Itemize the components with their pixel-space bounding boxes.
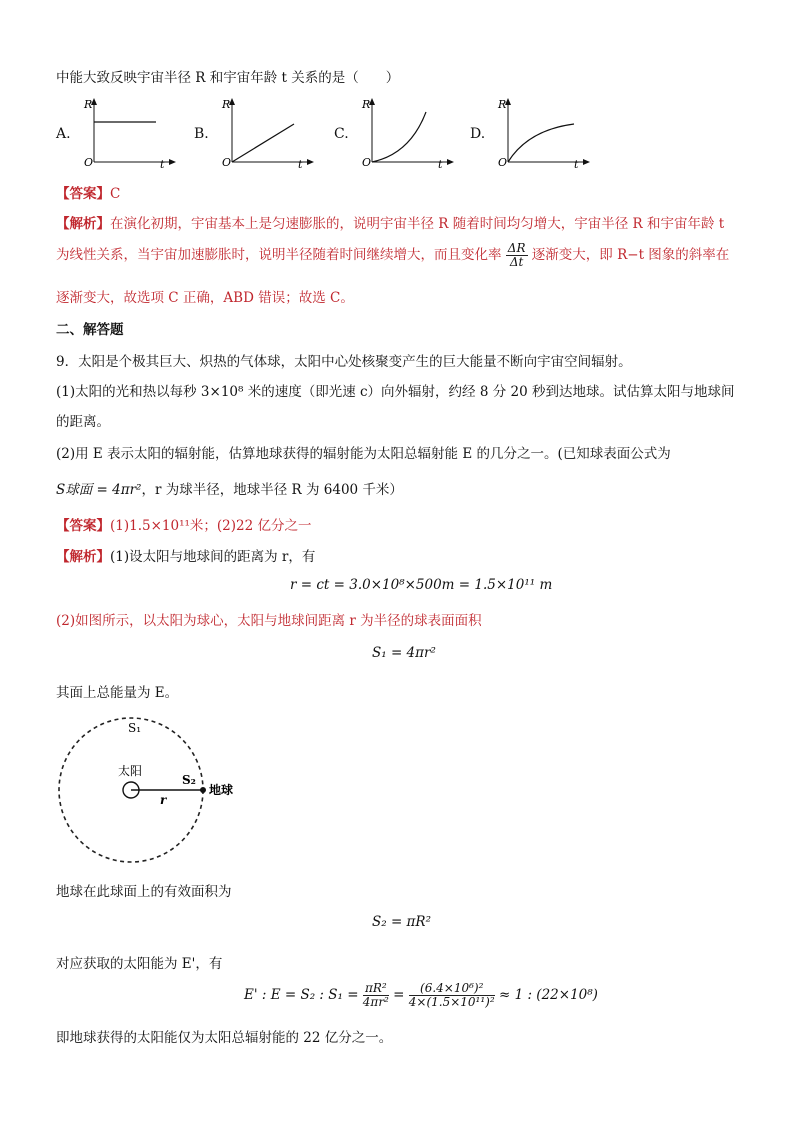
axis-x-label: t	[298, 158, 303, 168]
fraction-denominator: 4×(1.5×10¹¹)²	[408, 995, 495, 1009]
fraction-denominator: Δt	[509, 255, 524, 269]
q9-part2-line-2	[56, 478, 403, 498]
option-b-graph	[220, 96, 316, 168]
origin-label: O	[362, 156, 372, 168]
q9-analysis-6: 即地球获得的太阳能仅为太阳总辐射能的 22 亿分之一。	[56, 1030, 393, 1046]
q9-analysis-5: 对应获取的太阳能为 E'，有	[56, 956, 223, 972]
earth-label: 地球	[209, 783, 234, 797]
option-a-graph	[82, 96, 178, 168]
section-title: 二、解答题	[56, 322, 124, 338]
option-d-graph	[496, 96, 592, 168]
answer-value: C	[110, 186, 121, 202]
q8-analysis-line-2	[56, 242, 729, 269]
axis-y-label: R	[498, 98, 507, 111]
option-a-label: A.	[56, 126, 71, 142]
analysis-text: 为线性关系，当宇宙加速膨胀时，说明半径随着时间继续增大，而且变化率	[56, 247, 502, 263]
equation-4: E' : E = S₂ : S₁ = $\frac{\text{πR²}}{\text{4πr²}}$ = $\frac{\text{(6.4×10⁶)²}}{\text{4×(1.5×10¹¹)²}}$ ≈ 1 : (22×10⁸)	[244, 981, 598, 1009]
sphere-label: S₁	[128, 721, 142, 735]
answer-tag: 【答案】	[56, 186, 110, 202]
axis-y-label: R	[222, 98, 231, 111]
q8-analysis-line-3: 逐渐变大，故选项 C 正确，ABD 错误；故选 C。	[56, 290, 354, 306]
origin-label: O	[498, 156, 508, 168]
equation-3: S₂ = πR²	[372, 914, 432, 930]
axis-x-label: t	[160, 158, 165, 168]
analysis-tag: 【解析】	[56, 216, 110, 232]
origin-label: O	[222, 156, 232, 168]
eq4-fraction-2	[409, 982, 495, 1009]
axis-x-label: t	[574, 158, 579, 168]
equation-1: r = ct = 3.0×10⁸×500m = 1.5×10¹¹ m	[290, 577, 553, 593]
option-c-label: C.	[334, 126, 349, 142]
option-c-graph	[360, 96, 456, 168]
earth-dot	[200, 787, 206, 793]
sphere-area-formula: S球面 = 4πr²	[56, 482, 142, 498]
fraction-numerator: (6.4×10⁶)²	[409, 982, 495, 996]
eq4-rhs: ≈ 1 : (22×10⁸)	[498, 987, 598, 1003]
eq4-lhs: E' : E = S₂ : S₁ =	[244, 987, 359, 1003]
rate-fraction	[506, 242, 528, 269]
analysis-text: (1)设太阳与地球间的距离为 r，有	[110, 549, 316, 565]
axis-y-label: R	[84, 98, 93, 111]
earth-patch-label: S₂	[182, 773, 196, 787]
answer-tag: 【答案】	[56, 518, 110, 534]
part2-text: ，r 为球半径，地球半径 R 为 6400 千米）	[141, 482, 403, 498]
analysis-text: 在演化初期，宇宙基本上是匀速膨胀的，说明宇宙半径 R 随着时间均匀增大，宇宙半径 R 和宇宙年龄 t	[110, 216, 725, 232]
sun-label: 太阳	[118, 764, 143, 778]
q9-analysis-3: 其面上总能量为 E。	[56, 685, 179, 701]
q9-stem: 9．太阳是个极其巨大、炽热的气体球，太阳中心处核聚变产生的巨大能量不断向宇宙空间辐射。	[56, 354, 632, 370]
eq4-fraction-1	[363, 982, 389, 1009]
option-d-label: D.	[470, 126, 486, 142]
q9-part1-line-2: 的距离。	[56, 414, 110, 430]
analysis-tag: 【解析】	[56, 549, 110, 565]
equation-2: S₁ = 4πr²	[372, 645, 436, 661]
q9-analysis-4: 地球在此球面上的有效面积为	[56, 884, 232, 900]
fraction-numerator: ΔR	[507, 241, 526, 255]
q8-answer	[56, 182, 120, 202]
sun-earth-diagram	[56, 712, 256, 870]
radius-label: r	[160, 793, 167, 807]
q8-analysis-line-1	[56, 212, 724, 232]
fraction-numerator: πR²	[363, 982, 389, 996]
option-b-label: B.	[194, 126, 209, 142]
fraction-denominator: 4πr²	[362, 995, 389, 1009]
q9-part2-line-1: (2)用 E 表示太阳的辐射能，估算地球获得的辐射能为太阳总辐射能 E 的几分之一。(已知球表面公式为	[56, 446, 671, 462]
analysis-text: 逐渐变大，即 R−t 图象的斜率在	[531, 247, 730, 263]
axis-y-label: R	[362, 98, 371, 111]
q9-answer	[56, 514, 312, 534]
q8-stem: 中能大致反映宇宙半径 R 和宇宙年龄 t 关系的是（ ）	[56, 70, 400, 86]
axis-x-label: t	[438, 158, 443, 168]
q9-analysis-2: (2)如图所示，以太阳为球心，太阳与地球间距离 r 为半径的球表面面积	[56, 613, 482, 629]
answer-value: (1)1.5×10¹¹米；(2)22 亿分之一	[110, 518, 312, 534]
q9-analysis-1	[56, 545, 315, 565]
origin-label: O	[84, 156, 94, 168]
q9-part1-line-1: (1)太阳的光和热以每秒 3×10⁸ 米的速度（即光速 c）向外辐射，约经 8 分 20 秒到达地球。试估算太阳与地球间	[56, 384, 735, 400]
